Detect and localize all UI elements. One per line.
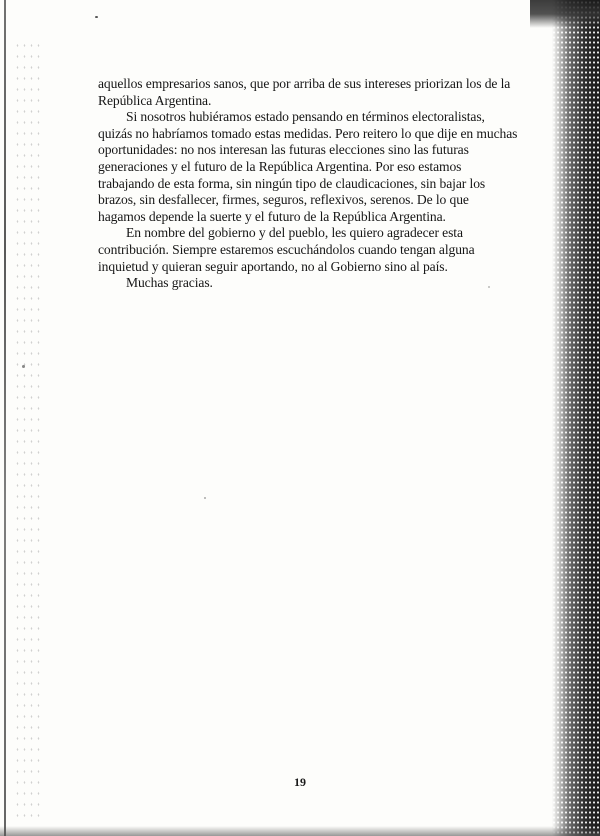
body-text bbox=[98, 76, 518, 292]
paragraph-2: Si nosotros hubiéramos estado pensando en términos electoralistas, quizás no habríamos tomado estas medidas. Pero reitero lo que dije en muchas oportunidades: no nos interesan las futuras elecciones sino las futuras generaciones y el futuro de la República Argentina. Por eso estamos trabajando de esta forma, sin ningún tipo de claudicaciones, sin bajar los brazos, sin desfallecer, firmes, seguros, reflexivos, serenos. De lo que hagamos depende la suerte y el futuro de la República Argentina. bbox=[98, 109, 518, 224]
scanner-shadow-top bbox=[530, 0, 600, 28]
scan-speck bbox=[204, 497, 206, 499]
paragraph-4: Muchas gracias. bbox=[126, 275, 213, 291]
paragraph-3: En nombre del gobierno y del pueblo, les quiero agradecer esta contribución. Siempre estaremos escuchándolos cuando tengan alguna inquietud y quieran seguir aportando, no al Gobierno sino al país. bbox=[98, 225, 475, 274]
scanner-shadow-bottom bbox=[0, 826, 600, 836]
page-number: 19 bbox=[294, 775, 306, 789]
paragraph-1: aquellos empresarios sanos, que por arriba de sus intereses priorizan los de la República Argentina. bbox=[98, 76, 511, 108]
binding-edge bbox=[4, 0, 6, 836]
scanner-shadow-right bbox=[552, 0, 600, 836]
scan-speck bbox=[22, 365, 25, 368]
binding-speckle bbox=[14, 40, 44, 820]
scan-speck bbox=[95, 16, 98, 18]
